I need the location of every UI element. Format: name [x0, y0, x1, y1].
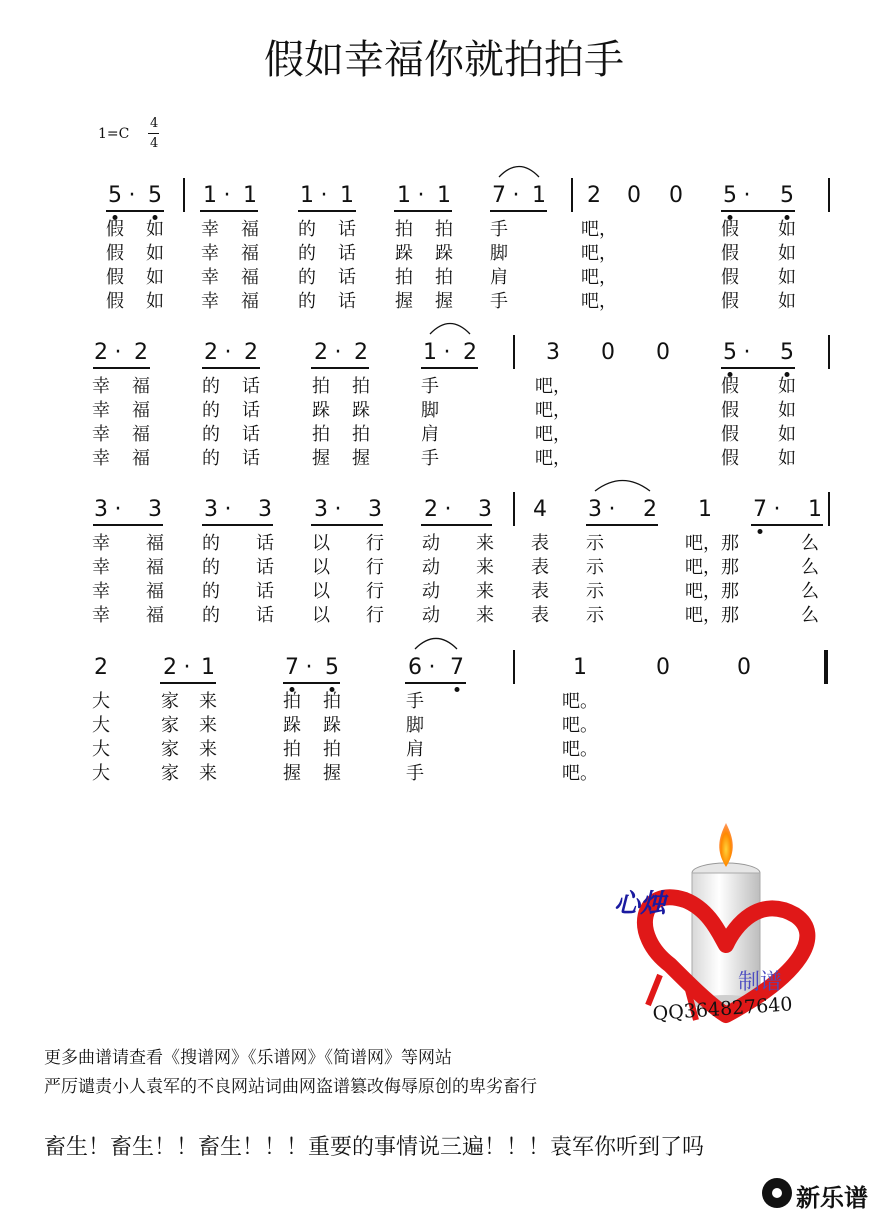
lyric-char: 话: [256, 581, 274, 602]
note: 1: [532, 183, 546, 208]
lyric-char: 话: [242, 400, 260, 421]
lyric-char: 如: [778, 291, 796, 312]
lyric-char: 假: [106, 219, 124, 240]
tie-arc: [499, 164, 539, 178]
note: 5: [780, 183, 794, 208]
lyric-char: 幸: [201, 219, 219, 240]
brand-name: 新乐谱: [796, 1184, 868, 1212]
beam-underline: [202, 367, 260, 369]
lyric-char: 手: [421, 376, 439, 397]
note: ·: [512, 183, 520, 208]
lyric-char: 来: [476, 605, 494, 626]
note: 3: [258, 497, 272, 522]
note: 7: [450, 655, 464, 680]
lyric-char: 如: [778, 267, 796, 288]
lyric-char: 以: [312, 533, 330, 554]
lyric-char: 示: [586, 605, 604, 626]
note: 5: [108, 183, 122, 208]
lyric-char: 大: [92, 739, 110, 760]
note: 1: [397, 183, 411, 208]
lyric-char: 行: [366, 581, 384, 602]
note: ·: [443, 340, 451, 365]
bar-line: [828, 178, 830, 212]
lyric-char: 幸: [92, 400, 110, 421]
note: 6: [408, 655, 422, 680]
lyric-char: 么: [801, 533, 819, 554]
lyric-char: 幸: [201, 243, 219, 264]
lyric-char: 吧，那: [685, 533, 739, 554]
lyric-char: 大: [92, 691, 110, 712]
lyric-char: 福: [241, 243, 259, 264]
beam-underline: [202, 524, 273, 526]
note: 2: [204, 340, 218, 365]
lyric-char: 福: [132, 448, 150, 469]
lyric-char: 福: [146, 581, 164, 602]
lyric-char: 脚: [421, 400, 439, 421]
note: 1: [423, 340, 437, 365]
lyric-char: 行: [366, 605, 384, 626]
note: 0: [737, 655, 751, 680]
lyric-char: 福: [132, 376, 150, 397]
lyric-char: 如: [146, 219, 164, 240]
beam-underline: [93, 367, 150, 369]
note: 1: [437, 183, 451, 208]
lyric-char: 幸: [92, 557, 110, 578]
lyric-char: 么: [801, 605, 819, 626]
lyric-char: 福: [146, 605, 164, 626]
note: ·: [743, 183, 751, 208]
note: 1: [300, 183, 314, 208]
lyric-char: 的: [298, 291, 316, 312]
lyric-char: 拍: [352, 424, 370, 445]
bar-line: [826, 650, 828, 684]
note: 1: [201, 655, 215, 680]
lyric-char: 假: [721, 243, 739, 264]
note: ·: [223, 183, 231, 208]
lyric-char: 么: [801, 581, 819, 602]
lyric-char: 话: [256, 533, 274, 554]
lyric-char: 福: [132, 424, 150, 445]
note: 3: [478, 497, 492, 522]
lyric-char: 吧，: [535, 400, 571, 421]
lyric-char: 手: [490, 219, 508, 240]
lyric-char: 动: [422, 533, 440, 554]
lyric-char: 行: [366, 557, 384, 578]
tie-arc: [430, 321, 470, 335]
note: ·: [224, 340, 232, 365]
time-signature-line: [148, 133, 159, 134]
tie-arc: [415, 636, 457, 650]
lyric-char: 手: [406, 763, 424, 784]
time-signature-numerator: 4: [150, 116, 159, 131]
note: 4: [533, 497, 547, 522]
bar-line: [183, 178, 185, 212]
note: ·: [334, 497, 342, 522]
lyric-char: 吧，那: [685, 605, 739, 626]
lyric-char: 的: [298, 267, 316, 288]
note: ·: [608, 497, 616, 522]
note: 3: [546, 340, 560, 365]
note: 1: [808, 497, 822, 522]
note: 7: [492, 183, 506, 208]
lyric-char: 拍: [323, 691, 341, 712]
lyric-char: 吧，: [535, 448, 571, 469]
lyric-char: 幸: [92, 581, 110, 602]
lyric-char: 来: [199, 715, 217, 736]
lyric-char: 话: [242, 424, 260, 445]
lyric-char: 肩: [406, 739, 424, 760]
lyric-char: 幸: [92, 605, 110, 626]
lyric-char: 肩: [421, 424, 439, 445]
lyric-char: 福: [146, 557, 164, 578]
lyric-char: 的: [202, 448, 220, 469]
beam-underline: [490, 210, 547, 212]
lyric-char: 幸: [201, 291, 219, 312]
lyric-char: 假: [721, 219, 739, 240]
brand-disc-icon: [762, 1178, 792, 1208]
lyric-char: 表: [531, 605, 549, 626]
lyric-char: 假: [106, 267, 124, 288]
note: 5: [723, 183, 737, 208]
lyric-char: 拍: [435, 267, 453, 288]
note: 2: [163, 655, 177, 680]
lyric-char: 话: [242, 376, 260, 397]
lyric-char: 的: [202, 400, 220, 421]
note: 2: [587, 183, 601, 208]
lyric-char: 如: [146, 243, 164, 264]
octave-dot-below: [758, 529, 763, 534]
lyric-char: 如: [146, 291, 164, 312]
note: 3: [94, 497, 108, 522]
bar-line: [513, 650, 515, 684]
lyric-char: 握: [283, 763, 301, 784]
octave-dot-below: [455, 687, 460, 692]
note: 3: [204, 497, 218, 522]
lyric-char: 来: [476, 581, 494, 602]
lyric-char: 话: [256, 605, 274, 626]
lyric-char: 福: [241, 291, 259, 312]
footer-line-1: 更多曲谱请查看《搜谱网》《乐谱网》《简谱网》等网站: [44, 1048, 452, 1068]
beam-underline: [311, 524, 383, 526]
lyric-char: 拍: [283, 691, 301, 712]
note: 5: [723, 340, 737, 365]
note: 3: [368, 497, 382, 522]
lyric-char: 假: [721, 291, 739, 312]
lyric-char: 如: [778, 448, 796, 469]
logo-name: 心烛: [614, 889, 667, 919]
lyric-char: 福: [241, 219, 259, 240]
note: 2: [463, 340, 477, 365]
beam-underline: [160, 682, 216, 684]
lyric-char: 的: [202, 557, 220, 578]
lyric-char: 动: [422, 605, 440, 626]
lyric-char: 示: [586, 557, 604, 578]
lyric-char: 吧，: [535, 424, 571, 445]
lyric-char: 拍: [323, 739, 341, 760]
lyric-char: 行: [366, 533, 384, 554]
note: ·: [128, 183, 136, 208]
lyric-char: 大: [92, 715, 110, 736]
note: 5: [325, 655, 339, 680]
lyric-char: 吧。: [562, 715, 598, 736]
note: 3: [314, 497, 328, 522]
tie-arc: [595, 478, 650, 492]
lyric-char: 以: [312, 557, 330, 578]
lyric-char: 吧，那: [685, 581, 739, 602]
lyric-char: 福: [146, 533, 164, 554]
lyric-char: 吧，: [581, 267, 617, 288]
lyric-char: 假: [721, 376, 739, 397]
lyric-char: 话: [338, 243, 356, 264]
bar-line: [513, 335, 515, 369]
candle-logo: [600, 815, 840, 1030]
note: 1: [340, 183, 354, 208]
lyric-char: 如: [778, 219, 796, 240]
lyric-char: 的: [298, 243, 316, 264]
lyric-char: 的: [202, 581, 220, 602]
beam-underline: [421, 367, 478, 369]
lyric-char: 来: [476, 557, 494, 578]
bar-line: [571, 178, 573, 212]
note: 2: [134, 340, 148, 365]
note: 1: [573, 655, 587, 680]
lyric-char: 脚: [406, 715, 424, 736]
beam-underline: [298, 210, 356, 212]
note: 5: [148, 183, 162, 208]
bar-line: [513, 492, 515, 526]
lyric-char: 家: [161, 691, 179, 712]
note: 2: [244, 340, 258, 365]
note: ·: [320, 183, 328, 208]
lyric-char: 的: [202, 533, 220, 554]
lyric-char: 如: [778, 376, 796, 397]
lyric-char: 如: [778, 243, 796, 264]
lyric-char: 跺: [395, 243, 413, 264]
beam-underline: [586, 524, 658, 526]
note: 2: [354, 340, 368, 365]
lyric-char: 握: [312, 448, 330, 469]
lyric-char: 动: [422, 557, 440, 578]
note: 2: [94, 340, 108, 365]
lyric-char: 以: [312, 581, 330, 602]
lyric-char: 假: [721, 424, 739, 445]
key-signature: 1=C: [98, 126, 130, 142]
lyric-char: 幸: [92, 448, 110, 469]
lyric-char: 福: [241, 267, 259, 288]
lyric-char: 幸: [201, 267, 219, 288]
lyric-char: 手: [421, 448, 439, 469]
lyric-char: 话: [338, 291, 356, 312]
lyric-char: 以: [312, 605, 330, 626]
lyric-char: 吧，: [581, 291, 617, 312]
lyric-char: 如: [778, 424, 796, 445]
lyric-char: 肩: [490, 267, 508, 288]
lyric-char: 跺: [312, 400, 330, 421]
lyric-char: 示: [586, 581, 604, 602]
note: ·: [305, 655, 313, 680]
footer-shout: 畜生！畜生！！畜生！！！重要的事情说三遍！！！袁军你听到了吗: [44, 1135, 705, 1160]
beam-underline: [106, 210, 164, 212]
beam-underline: [200, 210, 258, 212]
lyric-char: 手: [406, 691, 424, 712]
lyric-char: 话: [338, 219, 356, 240]
note: ·: [428, 655, 436, 680]
note: 0: [656, 655, 670, 680]
beam-underline: [721, 210, 795, 212]
lyric-char: 跺: [435, 243, 453, 264]
lyric-char: 大: [92, 763, 110, 784]
lyric-char: 话: [338, 267, 356, 288]
lyric-char: 的: [298, 219, 316, 240]
lyric-char: 吧，那: [685, 557, 739, 578]
final-bar-line: [824, 650, 826, 684]
note: 5: [780, 340, 794, 365]
note: ·: [114, 340, 122, 365]
note: 0: [656, 340, 670, 365]
note: 3: [148, 497, 162, 522]
beam-underline: [721, 367, 795, 369]
lyric-char: 假: [106, 291, 124, 312]
lyric-char: 吧，: [581, 219, 617, 240]
lyric-char: 来: [199, 691, 217, 712]
lyric-char: 动: [422, 581, 440, 602]
lyric-char: 假: [721, 267, 739, 288]
score-title: 假如幸福你就拍拍手: [264, 37, 624, 83]
note: 1: [203, 183, 217, 208]
lyric-char: 幸: [92, 424, 110, 445]
note: 7: [285, 655, 299, 680]
lyric-char: 吧，: [581, 243, 617, 264]
lyric-char: 家: [161, 739, 179, 760]
lyric-char: 假: [106, 243, 124, 264]
lyric-char: 拍: [435, 219, 453, 240]
lyric-char: 假: [721, 400, 739, 421]
lyric-char: 么: [801, 557, 819, 578]
note: ·: [743, 340, 751, 365]
lyric-char: 的: [202, 605, 220, 626]
note: ·: [114, 497, 122, 522]
lyric-char: 拍: [395, 267, 413, 288]
lyric-char: 示: [586, 533, 604, 554]
lyric-char: 表: [531, 581, 549, 602]
note: 2: [94, 655, 108, 680]
lyric-char: 来: [476, 533, 494, 554]
beam-underline: [93, 524, 163, 526]
lyric-char: 的: [202, 376, 220, 397]
note: ·: [183, 655, 191, 680]
lyric-char: 如: [146, 267, 164, 288]
lyric-char: 家: [161, 715, 179, 736]
lyric-char: 福: [132, 400, 150, 421]
lyric-char: 幸: [92, 533, 110, 554]
lyric-char: 吧。: [562, 691, 598, 712]
lyric-char: 拍: [283, 739, 301, 760]
lyric-char: 如: [778, 400, 796, 421]
beam-underline: [751, 524, 823, 526]
lyric-char: 的: [202, 424, 220, 445]
lyric-char: 脚: [490, 243, 508, 264]
lyric-char: 吧。: [562, 739, 598, 760]
beam-underline: [394, 210, 452, 212]
note: ·: [417, 183, 425, 208]
lyric-char: 拍: [312, 424, 330, 445]
note: 0: [627, 183, 641, 208]
note: 2: [424, 497, 438, 522]
lyric-char: 来: [199, 763, 217, 784]
footer-line-2: 严厉谴责小人袁军的不良网站词曲网盗谱篡改侮辱原创的卑劣畜行: [44, 1077, 537, 1097]
bar-line: [828, 492, 830, 526]
note: ·: [773, 497, 781, 522]
lyric-char: 跺: [283, 715, 301, 736]
lyric-char: 握: [395, 291, 413, 312]
beam-underline: [283, 682, 340, 684]
beam-underline: [421, 524, 492, 526]
note: 1: [698, 497, 712, 522]
note: 3: [588, 497, 602, 522]
note: ·: [334, 340, 342, 365]
lyric-char: 拍: [312, 376, 330, 397]
bar-line: [828, 335, 830, 369]
lyric-char: 幸: [92, 376, 110, 397]
lyric-char: 表: [531, 557, 549, 578]
lyric-char: 跺: [323, 715, 341, 736]
lyric-char: 假: [721, 448, 739, 469]
note: 2: [643, 497, 657, 522]
logo-credit: 制谱: [738, 970, 783, 995]
lyric-char: 握: [352, 448, 370, 469]
lyric-char: 吧，: [535, 376, 571, 397]
lyric-char: 表: [531, 533, 549, 554]
lyric-char: 握: [435, 291, 453, 312]
lyric-char: 握: [323, 763, 341, 784]
logo-qq: QQ364827640: [652, 993, 794, 1025]
lyric-char: 家: [161, 763, 179, 784]
note: 2: [314, 340, 328, 365]
lyric-char: 话: [242, 448, 260, 469]
note: 0: [669, 183, 683, 208]
lyric-char: 手: [490, 291, 508, 312]
lyric-char: 跺: [352, 400, 370, 421]
beam-underline: [405, 682, 466, 684]
note: 1: [243, 183, 257, 208]
note: ·: [224, 497, 232, 522]
time-signature-denominator: 4: [150, 136, 159, 151]
lyric-char: 拍: [352, 376, 370, 397]
note: 0: [601, 340, 615, 365]
note: 7: [753, 497, 767, 522]
lyric-char: 话: [256, 557, 274, 578]
beam-underline: [311, 367, 369, 369]
lyric-char: 拍: [395, 219, 413, 240]
note: ·: [444, 497, 452, 522]
lyric-char: 来: [199, 739, 217, 760]
lyric-char: 吧。: [562, 763, 598, 784]
